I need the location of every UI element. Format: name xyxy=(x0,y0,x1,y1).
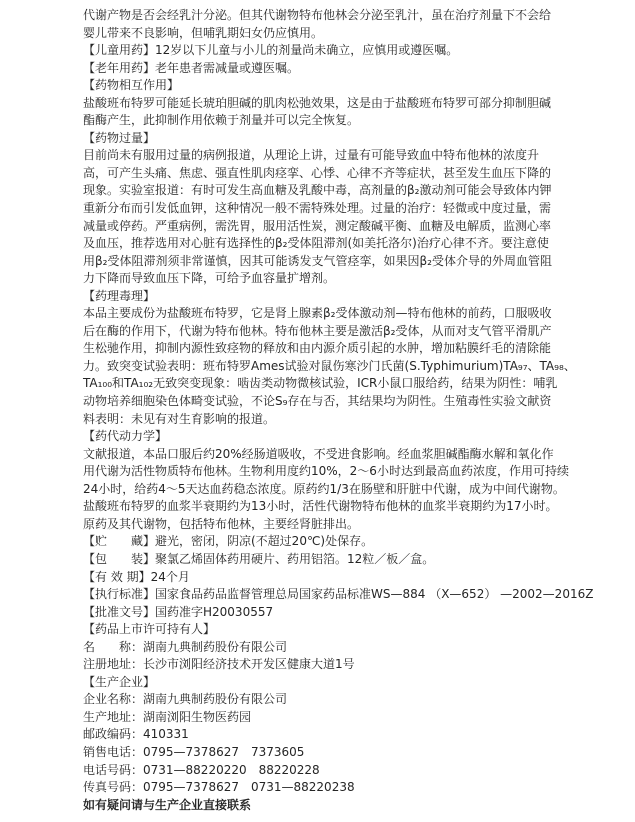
manufacturer-name-line: 企业名称：湖南九典制药股份有限公司 xyxy=(83,692,288,707)
body-text-line: 目前尚未有服用过量的病例报道，从理论上讲，过量有可能导致血中特布他林的浓度升 xyxy=(83,148,540,163)
packaging-line: 【包 装】聚氯乙烯固体药用硬片、药用铝箔。12粒／板／盒。 xyxy=(83,551,435,566)
body-text-line: 后在酶的作用下，代谢为特布他林。特布他林主要是激活β₂受体，从而对支气管平滑肌产 xyxy=(83,323,552,338)
body-text-line: 婴儿带来不良影响，但哺乳期妇女仍应慎用。 xyxy=(83,25,324,40)
body-text-line: 24小时，给药4～5天达血药稳态浓度。原药约1/3在肠壁和肝脏中代谢，成为中间代谢物。 xyxy=(83,481,565,496)
fax-number-line: 传真号码：0795—7378627 0731—88220238 xyxy=(83,780,355,795)
body-text-line: 高，可产生头痛、焦虑、强直性肌肉痉挛、心悸、心律不齐等症状，甚至发生血压下降的 xyxy=(83,165,552,180)
contact-warning-line: 如有疑问请与生产企业直接联系 xyxy=(83,797,252,812)
body-text-line: TA₁₀₀和TA₁₀₂无致突变现象：啮齿类动物微核试验，ICR小鼠口服给药，结果为阴性：哺乳 xyxy=(83,376,558,391)
mah-address-line: 注册地址：长沙市浏阳经济技术开发区健康大道1号 xyxy=(83,657,355,672)
section-pharmacology-toxicology-heading: 【药理毒理】 xyxy=(83,288,156,303)
approval-number-line: 【批准文号】国药准字H20030557 xyxy=(83,604,274,619)
mah-name-line: 名 称：湖南九典制药股份有限公司 xyxy=(83,639,288,654)
body-text-line: 动物培养细胞染色体畸变试验，不论S₉存在与否，其结果均为阴性。生殖毒性实验文献资 xyxy=(83,394,552,409)
body-text-line: 盐酸班布特罗的血浆半衰期约为13小时，活性代谢物特布他林的血浆半衰期约为17小时。 xyxy=(83,499,558,514)
body-text-line: 现象。实验室报道：有时可发生高血糖及乳酸中毒，高剂量的β₂激动剂可能会导致体内钾 xyxy=(83,183,552,198)
manufacturer-address-line: 生产地址：湖南浏阳生物医药园 xyxy=(83,709,252,724)
body-text-line: 文献报道，本品口服后约20%经肠道吸收，不受进食影响。经血浆胆碱酯酶水解和氧化作 xyxy=(83,446,554,461)
section-drug-interactions-heading: 【药物相互作用】 xyxy=(83,78,180,93)
section-overdose-heading: 【药物过量】 xyxy=(83,130,156,145)
mah-heading-line: 【药品上市许可持有人】 xyxy=(83,622,216,637)
section-pharmacokinetics-heading: 【药代动力学】 xyxy=(83,429,168,444)
body-text-line: 酯酶产生，此抑制作用依赖于剂量并可以完全恢复。 xyxy=(83,113,360,128)
drug-leaflet-page xyxy=(83,7,603,814)
phone-number-line: 电话号码：0731—88220220 88220228 xyxy=(83,762,320,777)
body-text-line: 减量或停药。严重病例，需洗胃，服用活性炭，测定酸碱平衡、血糖及电解质，监测心率 xyxy=(83,218,552,233)
validity-period-line: 【有 效 期】24个月 xyxy=(83,569,190,584)
body-text-line: 原药及其代谢物，包括特布他林，主要经肾脏排出。 xyxy=(83,516,360,531)
postal-code-line: 邮政编码：410331 xyxy=(83,727,189,742)
section-pediatric-use-line: 【儿童用药】12岁以下儿童与小儿的剂量尚未确立，应慎用或遵医嘱。 xyxy=(83,43,459,58)
body-text-line: 及血压，推荐选用对心脏有选择性的β₂受体阻滞剂(如美托洛尔)治疗心律不齐。要注意使 xyxy=(83,236,549,251)
body-text-line: 用β₂受体阻滞剂须非常谨慎，因其可能诱发支气管痉挛，如果因β₂受体介导的外周血管阻 xyxy=(83,253,552,268)
body-text-line: 力下降而导致血压下降，可给予血容量扩增剂。 xyxy=(83,271,336,286)
body-text-line: 代谢产物是否会经乳汁分泌。但其代谢物特布他林会分泌至乳汁，虽在治疗剂量下不会给 xyxy=(83,8,552,22)
body-text-line: 力。致突变试验表明：班布特罗Ames试验对鼠伤寒沙门氏菌(S.Typhimurium)TA₉₇、TA₉₈、 xyxy=(83,358,576,373)
body-text-line: 盐酸班布特罗可能延长琥珀胆碱的肌肉松弛效果，这是由于盐酸班布特罗可部分抑制胆碱 xyxy=(83,95,552,110)
manufacturer-heading-line: 【生产企业】 xyxy=(83,674,156,689)
storage-line: 【贮 藏】避光，密闭，阴凉(不超过20℃)处保存。 xyxy=(83,534,374,549)
executive-standard-line: 【执行标准】国家食品药品监督管理总局国家药品标准WS—884 （X—652） —2002—2016Z xyxy=(83,587,594,602)
body-text-line: 料表明：未见有对生育影响的报道。 xyxy=(83,411,276,426)
body-text-line: 用代谢为活性物质特布他林。生物利用度约10%，2～6小时达到最高血药浓度，作用可持续 xyxy=(83,464,569,479)
body-text-line: 本品主要成份为盐酸班布特罗，它是肾上腺素β₂受体激动剂—特布他林的前药，口服吸收 xyxy=(83,306,552,321)
section-geriatric-use-line: 【老年用药】老年患者需减量或遵医嘱。 xyxy=(83,60,300,75)
body-text-line: 生松驰作用，抑制内源性致痉物的释放和由内源介质引起的水肿，增加粘膜纤毛的清除能 xyxy=(83,341,552,356)
body-text-line: 重新分布而引发低血钾，这种情况一般不需特殊处理。过量的治疗：轻微或中度过量，需 xyxy=(83,201,552,216)
sales-phone-line: 销售电话：0795—7378627 7373605 xyxy=(83,744,305,759)
